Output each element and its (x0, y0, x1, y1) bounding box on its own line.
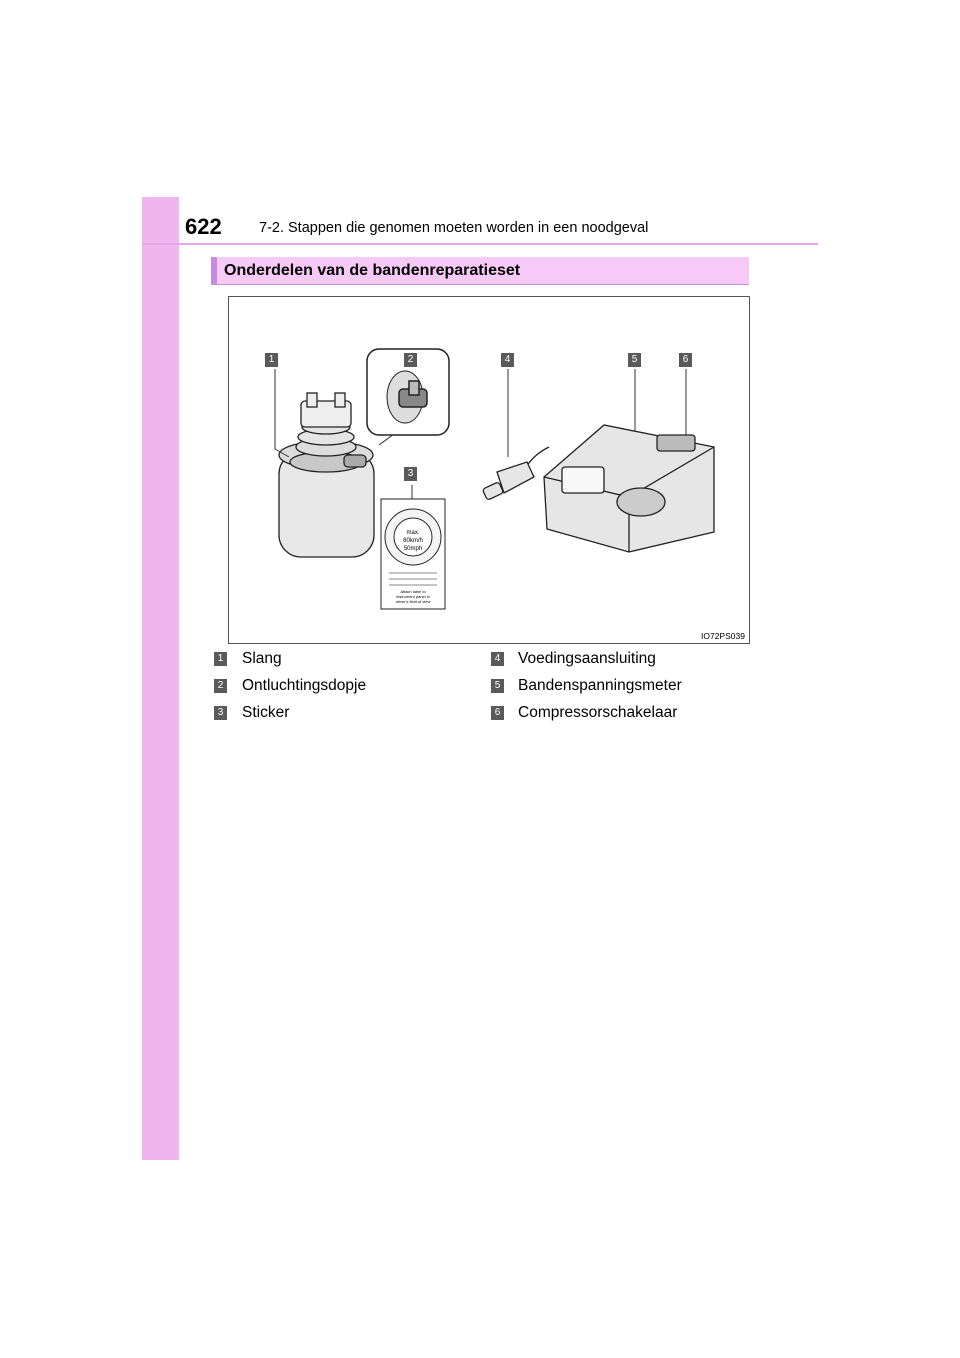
sticker-note-3: driver's field of view (395, 599, 431, 604)
callout-1: 1 (265, 353, 278, 367)
sticker-note-2: instrument panel in (396, 594, 430, 599)
callout-5: 5 (628, 353, 641, 367)
legend-num-1: 1 (214, 652, 227, 666)
callout-3: 3 (404, 467, 417, 481)
sticker-note-1: Attach label to (400, 589, 426, 594)
header-rule (142, 243, 818, 245)
legend-label-2: Ontluchtingsdopje (242, 677, 367, 694)
callout-6: 6 (679, 353, 692, 367)
legend-label-3: Sticker (242, 704, 290, 721)
sticker-mph: 50mph (403, 546, 423, 552)
page-number: 622 (185, 214, 222, 239)
sealant-bottle-drawing (279, 393, 374, 557)
repair-kit-figure (228, 296, 750, 644)
compressor-drawing (544, 425, 714, 552)
repair-kit-illustration (229, 297, 751, 645)
legend-num-5: 5 (491, 679, 504, 693)
legend-num-4: 4 (491, 652, 504, 666)
legend-label-1: Slang (242, 650, 282, 667)
callout-4: 4 (501, 353, 514, 367)
section-title: Onderdelen van de bandenreparatieset (224, 262, 521, 279)
legend-label-5: Bandenspanningsmeter (518, 677, 682, 694)
legend-num-6: 6 (491, 706, 504, 720)
sticker-max: max. (406, 530, 420, 536)
legend-num-3: 3 (214, 706, 227, 720)
figure-code: IO72PS039 (701, 631, 745, 641)
legend-num-2: 2 (214, 679, 227, 693)
legend-label-6: Compressorschakelaar (518, 704, 678, 721)
callout-2: 2 (404, 353, 417, 367)
side-tab (142, 197, 179, 1160)
sticker-kmh: 80km/h (403, 538, 423, 544)
chapter-title: 7-2. Stappen die genomen moeten worden in een noodgeval (259, 220, 649, 236)
power-plug-drawing (482, 447, 549, 500)
legend-label-4: Voedingsaansluiting (518, 650, 656, 667)
